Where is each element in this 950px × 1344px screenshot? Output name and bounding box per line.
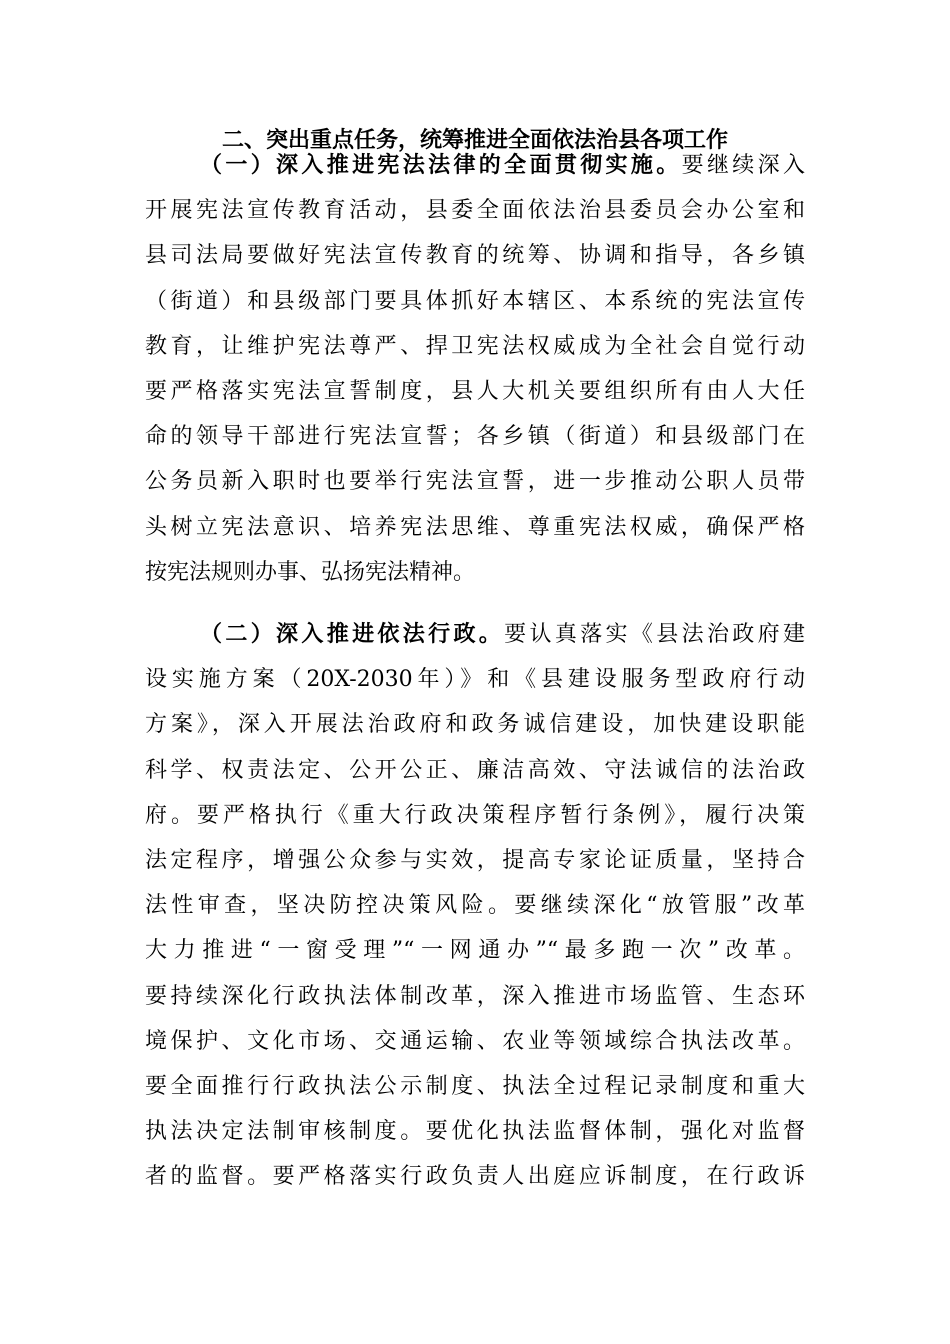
paragraph-2-line-text: 要认真落实《县法治政府建	[504, 622, 805, 647]
paragraph-2	[145, 612, 805, 1200]
paragraph-2-line: 大力推进“一窗受理”“一网通办”“最多跑一次”改革。	[145, 938, 805, 964]
paragraph-1-line: 县司法局要做好宪法宣传教育的统筹、协调和指导，各乡镇	[145, 243, 805, 269]
paragraph-1-line: 命的领导干部进行宪法宣誓；各乡镇（街道）和县级部门在	[145, 424, 805, 450]
paragraph-2-line	[145, 612, 805, 657]
paragraph-1-line: 开展宪法宣传教育活动，县委全面依法治县委员会办公室和	[145, 198, 805, 224]
paragraph-2-line: 科学、权责法定、公开公正、廉洁高效、守法诚信的法治政	[145, 757, 805, 783]
paragraph-2-line: 者的监督。要严格落实行政负责人出庭应诉制度，在行政诉	[145, 1164, 805, 1190]
paragraph-1-lead: （一）深入推进宪法法律的全面贯彻实施。	[200, 153, 682, 178]
paragraph-1-line: 头树立宪法意识、培养宪法思维、尊重宪法权威，确保严格	[145, 514, 805, 540]
paragraph-2-line: 要持续深化行政执法体制改革，深入推进市场监管、生态环	[145, 983, 805, 1009]
paragraph-1-line: 教育，让维护宪法尊严、捍卫宪法权威成为全社会自觉行动	[145, 333, 805, 359]
paragraph-1	[145, 143, 805, 595]
section-heading: 二、突出重点任务，统筹推进全面依法治县各项工作	[221, 128, 728, 153]
paragraph-2-line: 执法决定法制审核制度。要优化执法监督体制，强化对监督	[145, 1119, 805, 1145]
paragraph-2-line: 法定程序，增强公众参与实效，提高专家论证质量，坚持合	[145, 848, 805, 874]
paragraph-1-line: 按宪法规则办事、弘扬宪法精神。	[145, 559, 476, 585]
paragraph-1-line-text: 要继续深入	[681, 153, 805, 178]
paragraph-1-line: （街道）和县级部门要具体抓好本辖区、本系统的宪法宣传	[145, 288, 805, 314]
paragraph-1-line: 公务员新入职时也要举行宪法宣誓，进一步推动公职人员带	[145, 469, 805, 495]
paragraph-2-lead: （二）深入推进依法行政。	[200, 622, 505, 647]
paragraph-2-line: 法性审查，坚决防控决策风险。要继续深化“放管服”改革	[145, 893, 805, 919]
paragraph-1-line: 要严格落实宪法宣誓制度，县人大机关要组织所有由人大任	[145, 379, 805, 405]
paragraph-2-line: 府。要严格执行《重大行政决策程序暂行条例》，履行决策	[145, 802, 805, 828]
paragraph-2-line: 方案》，深入开展法治政府和政务诚信建设，加快建设职能	[145, 712, 805, 738]
paragraph-2-line: 设实施方案（20X-2030年）》和《县建设服务型政府行动	[145, 667, 805, 693]
paragraph-2-line: 境保护、文化市场、交通运输、农业等领域综合执法改革。	[145, 1028, 805, 1054]
paragraph-2-line: 要全面推行行政执法公示制度、执法全过程记录制度和重大	[145, 1074, 805, 1100]
paragraph-1-line	[145, 143, 805, 188]
